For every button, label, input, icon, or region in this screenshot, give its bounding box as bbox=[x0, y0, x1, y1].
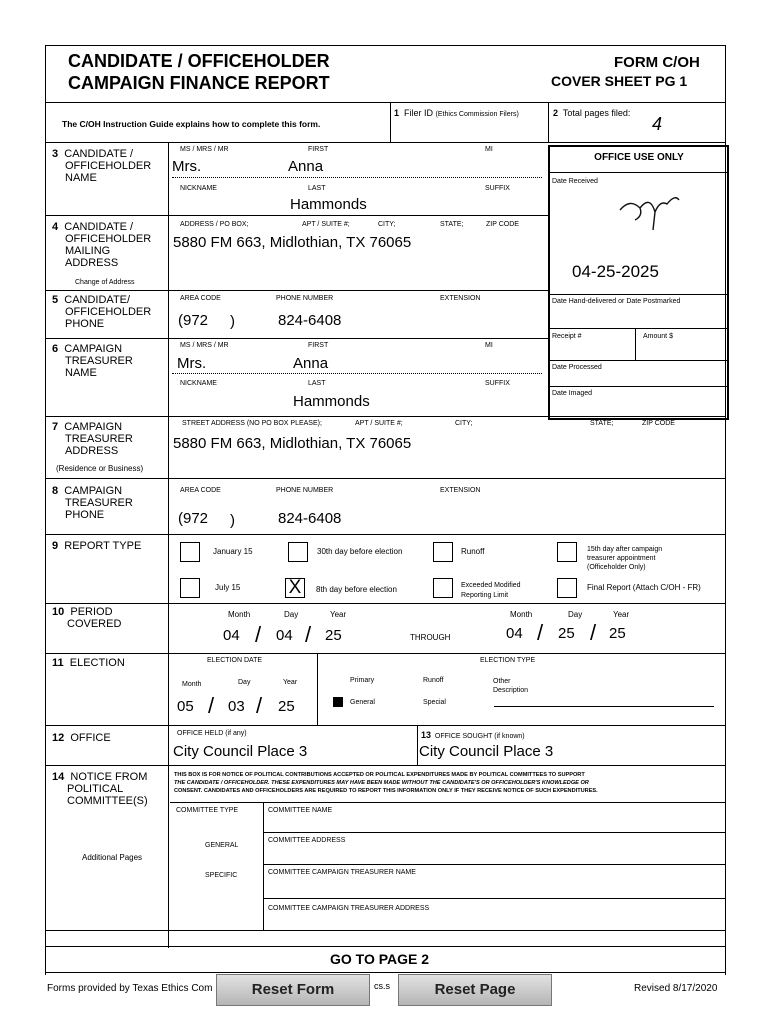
other-description-input[interactable] bbox=[494, 706, 714, 707]
period-to-day-input[interactable]: 25 bbox=[558, 625, 575, 642]
receipt-label: Receipt # bbox=[552, 333, 582, 340]
additional-pages-label: Additional Pages bbox=[82, 853, 143, 862]
period-from-month-input[interactable]: 04 bbox=[223, 627, 240, 644]
form-left-border bbox=[45, 45, 46, 975]
go-to-page-2: GO TO PAGE 2 bbox=[330, 951, 430, 967]
office-use-box bbox=[548, 145, 729, 420]
treasurer-area-code-input[interactable]: (972 bbox=[178, 510, 209, 527]
section-3-label: 3 CANDIDATE / bbox=[52, 148, 134, 160]
forms-provided-text: Forms provided by Texas Ethics Com bbox=[47, 983, 213, 994]
form-top-border bbox=[45, 45, 725, 46]
candidate-phone-input[interactable]: 824-6408 bbox=[278, 312, 342, 329]
reset-form-button[interactable]: Reset Form bbox=[216, 974, 370, 1006]
checkbox-exceeded-limit[interactable] bbox=[433, 578, 453, 598]
section-10-label: 10 PERIOD bbox=[52, 606, 113, 618]
title-line-1: CANDIDATE / OFFICEHOLDER bbox=[68, 51, 330, 71]
general-election-checkbox[interactable] bbox=[333, 697, 343, 707]
election-day-input[interactable]: 03 bbox=[228, 698, 245, 715]
election-year-input[interactable]: 25 bbox=[278, 698, 295, 715]
checkbox-july-15[interactable] bbox=[180, 578, 200, 598]
treasurer-first-input[interactable]: Anna bbox=[293, 355, 329, 372]
treasurer-last-input[interactable]: Hammonds bbox=[293, 393, 370, 410]
filer-id-label: 1 Filer ID (Ethics Commission Filers) bbox=[394, 108, 519, 118]
section-12-label: 12 OFFICE bbox=[52, 732, 111, 744]
section-6-label: 6 CAMPAIGN bbox=[52, 343, 123, 355]
candidate-first-input[interactable]: Anna bbox=[288, 158, 324, 175]
candidate-title-input[interactable]: Mrs. bbox=[172, 158, 202, 175]
candidate-address-input[interactable]: 5880 FM 663, Midlothian, TX 76065 bbox=[173, 234, 412, 251]
checkbox-runoff[interactable] bbox=[433, 542, 453, 562]
change-of-address-label: Change of Address bbox=[75, 279, 135, 286]
checkbox-8th-day[interactable]: X bbox=[285, 578, 305, 598]
period-from-year-input[interactable]: 25 bbox=[325, 627, 342, 644]
checkbox-30th-day[interactable] bbox=[288, 542, 308, 562]
election-month-input[interactable]: 05 bbox=[177, 698, 194, 715]
section-13-label: 13 OFFICE SOUGHT (if known) bbox=[421, 730, 525, 740]
treasurer-title-input[interactable]: Mrs. bbox=[177, 355, 207, 372]
section-9-label: 9 REPORT TYPE bbox=[52, 540, 142, 552]
total-pages-input[interactable]: 4 bbox=[652, 114, 663, 134]
section-7-label: 7 CAMPAIGN bbox=[52, 421, 123, 433]
revised-date: Revised 8/17/2020 bbox=[634, 983, 718, 994]
hand-delivered-label: Date Hand-delivered or Date Postmarked bbox=[552, 298, 681, 305]
checkbox-15th-day-after[interactable] bbox=[557, 542, 577, 562]
reset-page-button[interactable]: Reset Page bbox=[398, 974, 552, 1006]
amount-label: Amount $ bbox=[643, 333, 673, 340]
section-14-label: 14 NOTICE FROM bbox=[52, 771, 148, 783]
section-11-label: 11 ELECTION bbox=[52, 657, 125, 669]
treasurer-address-input[interactable]: 5880 FM 663, Midlothian, TX 76065 bbox=[173, 435, 412, 452]
checkbox-january-15[interactable] bbox=[180, 542, 200, 562]
office-sought-input[interactable]: City Council Place 3 bbox=[419, 743, 554, 760]
date-imaged-label: Date Imaged bbox=[552, 390, 593, 397]
office-use-title: OFFICE USE ONLY bbox=[594, 152, 684, 163]
period-to-year-input[interactable]: 25 bbox=[609, 625, 626, 642]
title-line-2: CAMPAIGN FINANCE REPORT bbox=[68, 73, 330, 93]
treasurer-phone-input[interactable]: 824-6408 bbox=[278, 510, 342, 527]
form-id: FORM C/OH bbox=[614, 54, 700, 71]
cover-sheet-label: COVER SHEET PG 1 bbox=[551, 73, 688, 89]
filer-id-input[interactable] bbox=[392, 124, 542, 138]
checkbox-final-report[interactable] bbox=[557, 578, 577, 598]
period-from-day-input[interactable]: 04 bbox=[276, 627, 293, 644]
candidate-area-code-input[interactable]: (972 bbox=[178, 312, 209, 329]
stamp-date: 04-25-2025 bbox=[572, 262, 659, 281]
section-5-label: 5 CANDIDATE/ bbox=[52, 294, 131, 306]
signature-icon bbox=[615, 190, 685, 235]
residence-label: (Residence or Business) bbox=[56, 464, 144, 473]
date-received-label: Date Received bbox=[552, 178, 598, 185]
through-label: THROUGH bbox=[410, 633, 451, 642]
committee-notice-text: THIS BOX IS FOR NOTICE OF POLITICAL CONTRIBUTIONS ACCEPTED OR POLITICAL EXPENDITURES MADE BY POLITICAL COMMITTEES TO SUPPORT THE CANDIDATE / OFFICEHOLDER. THESE EXPENDITURES MAY HAVE BEEN MADE WITHOUT THE CANDIDATE'S OR OFFICEHOLDER'S KNOWLEDGE OR CONSENT. CANDIDATES AND OFFICEHOLDERS ARE REQUIRED TO REPORT THIS INFORMATION ONLY IF THEY RECEIVE NOTICE OF SUCH EXPENDITURES. bbox=[174, 772, 598, 794]
instruction-text: The C/OH Instruction Guide explains how to complete this form. bbox=[62, 119, 321, 129]
total-pages-label: 2 Total pages filed: bbox=[553, 108, 631, 118]
period-to-month-input[interactable]: 04 bbox=[506, 625, 523, 642]
candidate-last-input[interactable]: Hammonds bbox=[290, 196, 367, 213]
section-4-label: 4 CANDIDATE / bbox=[52, 221, 134, 233]
section-8-label: 8 CAMPAIGN bbox=[52, 485, 123, 497]
office-held-input[interactable]: City Council Place 3 bbox=[173, 743, 308, 760]
date-processed-label: Date Processed bbox=[552, 364, 602, 371]
